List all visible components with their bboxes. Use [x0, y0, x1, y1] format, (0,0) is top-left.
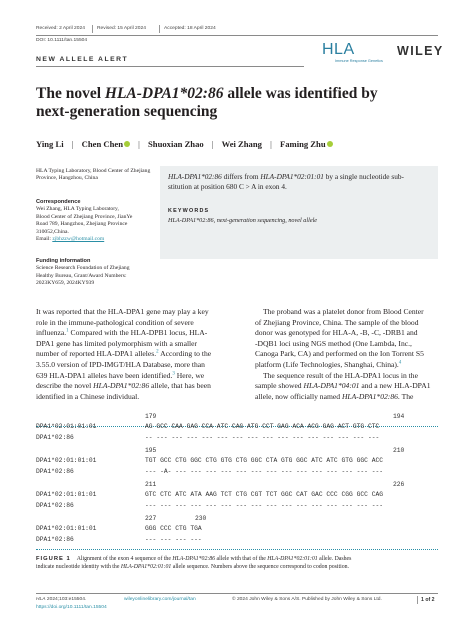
sequence-label: DPA1*02:01:01:01 [36, 491, 97, 498]
codon-position: 194 [393, 413, 405, 420]
accepted-date: Accepted: 18 April 2024 [164, 26, 216, 31]
reference-sequence: GGG CCC CTG TGA [145, 525, 202, 532]
sequence-label: DPA1*02:86 [36, 434, 74, 441]
author-list: Ying Li | Chen Chen | Shuoxian Zhao | Wei Zhang | Faming Zhu [36, 139, 333, 149]
page-number: 1 of 2 [421, 597, 435, 603]
reference-sequence: AG GCC CAA GAG CCA ATC CAG ATG CCT GAG ACA ACG GAG ACT GTG CTC [145, 423, 380, 430]
codon-position: 227 [145, 515, 157, 522]
codon-position: 226 [393, 481, 405, 488]
funding-heading: Funding information [36, 258, 91, 264]
reference-sequence: TGT GCC CTG GGC CTG GTG CTG GGC CTA GTG GGC ATC ATC GTG GGC ACC [145, 457, 384, 464]
hla-logo: HLA [322, 41, 355, 58]
footer-journal: HLA 2024;103:e15504. [36, 597, 87, 602]
affiliation: HLA Typing Laboratory, Blood Center of Zhejiang Province, Hangzhou, China [36, 168, 151, 182]
keywords-text: HLA-DPA1*02:86, next-generation sequencing, novel allele [168, 217, 318, 224]
codon-position: 210 [393, 447, 405, 454]
abstract-text: HLA-DPA1*02:86 differs from HLA-DPA1*02:01:01 by a single nucleotide sub- stitution at position 680 C > A in exon 4. [168, 172, 404, 192]
codon-position: 211 [145, 481, 157, 488]
novel-sequence: --- -A- --- --- --- --- --- --- --- --- --- --- --- --- --- --- [145, 468, 384, 475]
sequence-label: DPA1*02:01:01:01 [36, 423, 97, 430]
footer-divider [417, 596, 418, 604]
title-allele: HLA-DPA1*02:86 [104, 85, 224, 102]
sequence-label: DPA1*02:86 [36, 502, 74, 509]
figure-label: FIGURE 1 [36, 556, 71, 562]
article-title: The novel HLA-DPA1*02:86 allele was identified by next-generation sequencing [36, 85, 378, 120]
codon-position: 179 [145, 413, 157, 420]
novel-sequence: -- --- --- --- --- --- --- --- --- --- --- --- --- --- --- --- [145, 434, 380, 441]
body-right-column: The proband was a platelet donor from Blood Center of Zhejiang Province, China. The sample of the blood donor was genotyped for HLA-A, -B, -C, -DRB1 and -DQB1 loci using NGS method (One Lambda, Inc., Canoga Park, CA) and performed on the Ion Torrent S5 platform (Life Technologies, Shanghai, China).$^4$ The sequence result of the HLA-DPA1 locus in the sample showed HLA-DPA1*04:01 and a new HLA-DPA1 allele, now officially named HLA-DPA1*02:86. The [255, 307, 431, 401]
figure-caption: FIGURE 1 Alignment of the exon 4 sequence of the HLA-DPA1*02:86 allele with that of the HLA-DPA1*02:01:01 allele. Dashes indicate nucleotide identity with the HLA-DPA1*02:01:01 allele sequence. Numbers above the sequence correspond to codon position. [36, 556, 352, 570]
correspondence-block: Correspondence Wei Zhang, HLA Typing Laboratory, Blood Center of Zhejiang Province, JianYe Road 789, Hangzhou, Zhejiang Province 310052,China. Email: zjbhzzw@hotmail.com [36, 199, 133, 243]
novel-sequence: --- --- --- --- --- --- --- --- --- --- --- --- --- --- --- --- [145, 502, 384, 509]
sequence-label: DPA1*02:86 [36, 468, 74, 475]
sequence-label: DPA1*02:01:01:01 [36, 525, 97, 532]
header-rule [36, 35, 438, 36]
author: Chen Chen [81, 139, 123, 149]
section-rule [36, 66, 304, 67]
revised-date: Revised: 15 April 2024 [97, 26, 146, 31]
wiley-logo: WILEY [397, 44, 444, 58]
figure-bottom-rule [36, 549, 438, 550]
journal-url-link[interactable]: wileyonlinelibrary.com/journal/tan [124, 597, 196, 602]
keywords-heading: KEYWORDS [168, 208, 210, 214]
sequence-label: DPA1*02:86 [36, 536, 74, 543]
author: Ying Li [36, 139, 64, 149]
received-date: Received: 2 April 2024 [36, 26, 85, 31]
footer-rule [36, 593, 438, 594]
orcid-icon[interactable] [327, 141, 333, 147]
orcid-icon[interactable] [124, 141, 130, 147]
author: Shuoxian Zhao [148, 139, 204, 149]
author: Faming Zhu [279, 139, 326, 149]
email-link[interactable]: zjbhzzw@hotmail.com [52, 236, 105, 243]
author: Wei Zhang [221, 139, 262, 149]
copyright: © 2024 John Wiley & Sons A/S. Published by John Wiley & Sons Ltd. [232, 597, 382, 602]
correspondence-heading: Correspondence [36, 199, 81, 205]
header-divider [92, 25, 93, 33]
doi-link[interactable]: https://doi.org/10.1111/tan.15504 [36, 605, 107, 610]
hla-logo-subtitle: Immune Response Genetics [335, 59, 383, 63]
section-label: NEW ALLELE ALERT [36, 56, 129, 63]
funding-block: Funding information Science Research Foundation of Zhejiang Healthy Bureau, Grant/Award Numbers: 2023KY659, 2024KY939 [36, 258, 130, 287]
body-left-column: It was reported that the HLA-DPA1 gene may play a key role in the immune-pathological condition of severe influenza.$^1$ Compared with the HLA-DPB1 locus, HLA- DPA1 gene has limited polymorphism with a smaller number of reported HLA-DPA1 alleles.$^2$ According to the 3.55.0 version of IPD-IMGT/HLA Database, more than 639 HLA-DPA1 alleles have been identified.$^3$ Here, we describe the novel HLA-DPA1*02:86 allele, that has been identified in a Chinese individual. [36, 307, 212, 401]
reference-sequence: GTC CTC ATC ATA AAG TCT CTG CGT TCT GGC CAT GAC CCC CGG GCC CAG [145, 491, 384, 498]
codon-position: 195 [145, 447, 157, 454]
novel-sequence: --- --- --- --- [145, 536, 202, 543]
sequence-label: DPA1*02:01:01:01 [36, 457, 97, 464]
header-divider [159, 25, 160, 33]
codon-position: 230 [195, 515, 207, 522]
doi: DOI: 10.1111/tan.15504 [36, 38, 88, 43]
